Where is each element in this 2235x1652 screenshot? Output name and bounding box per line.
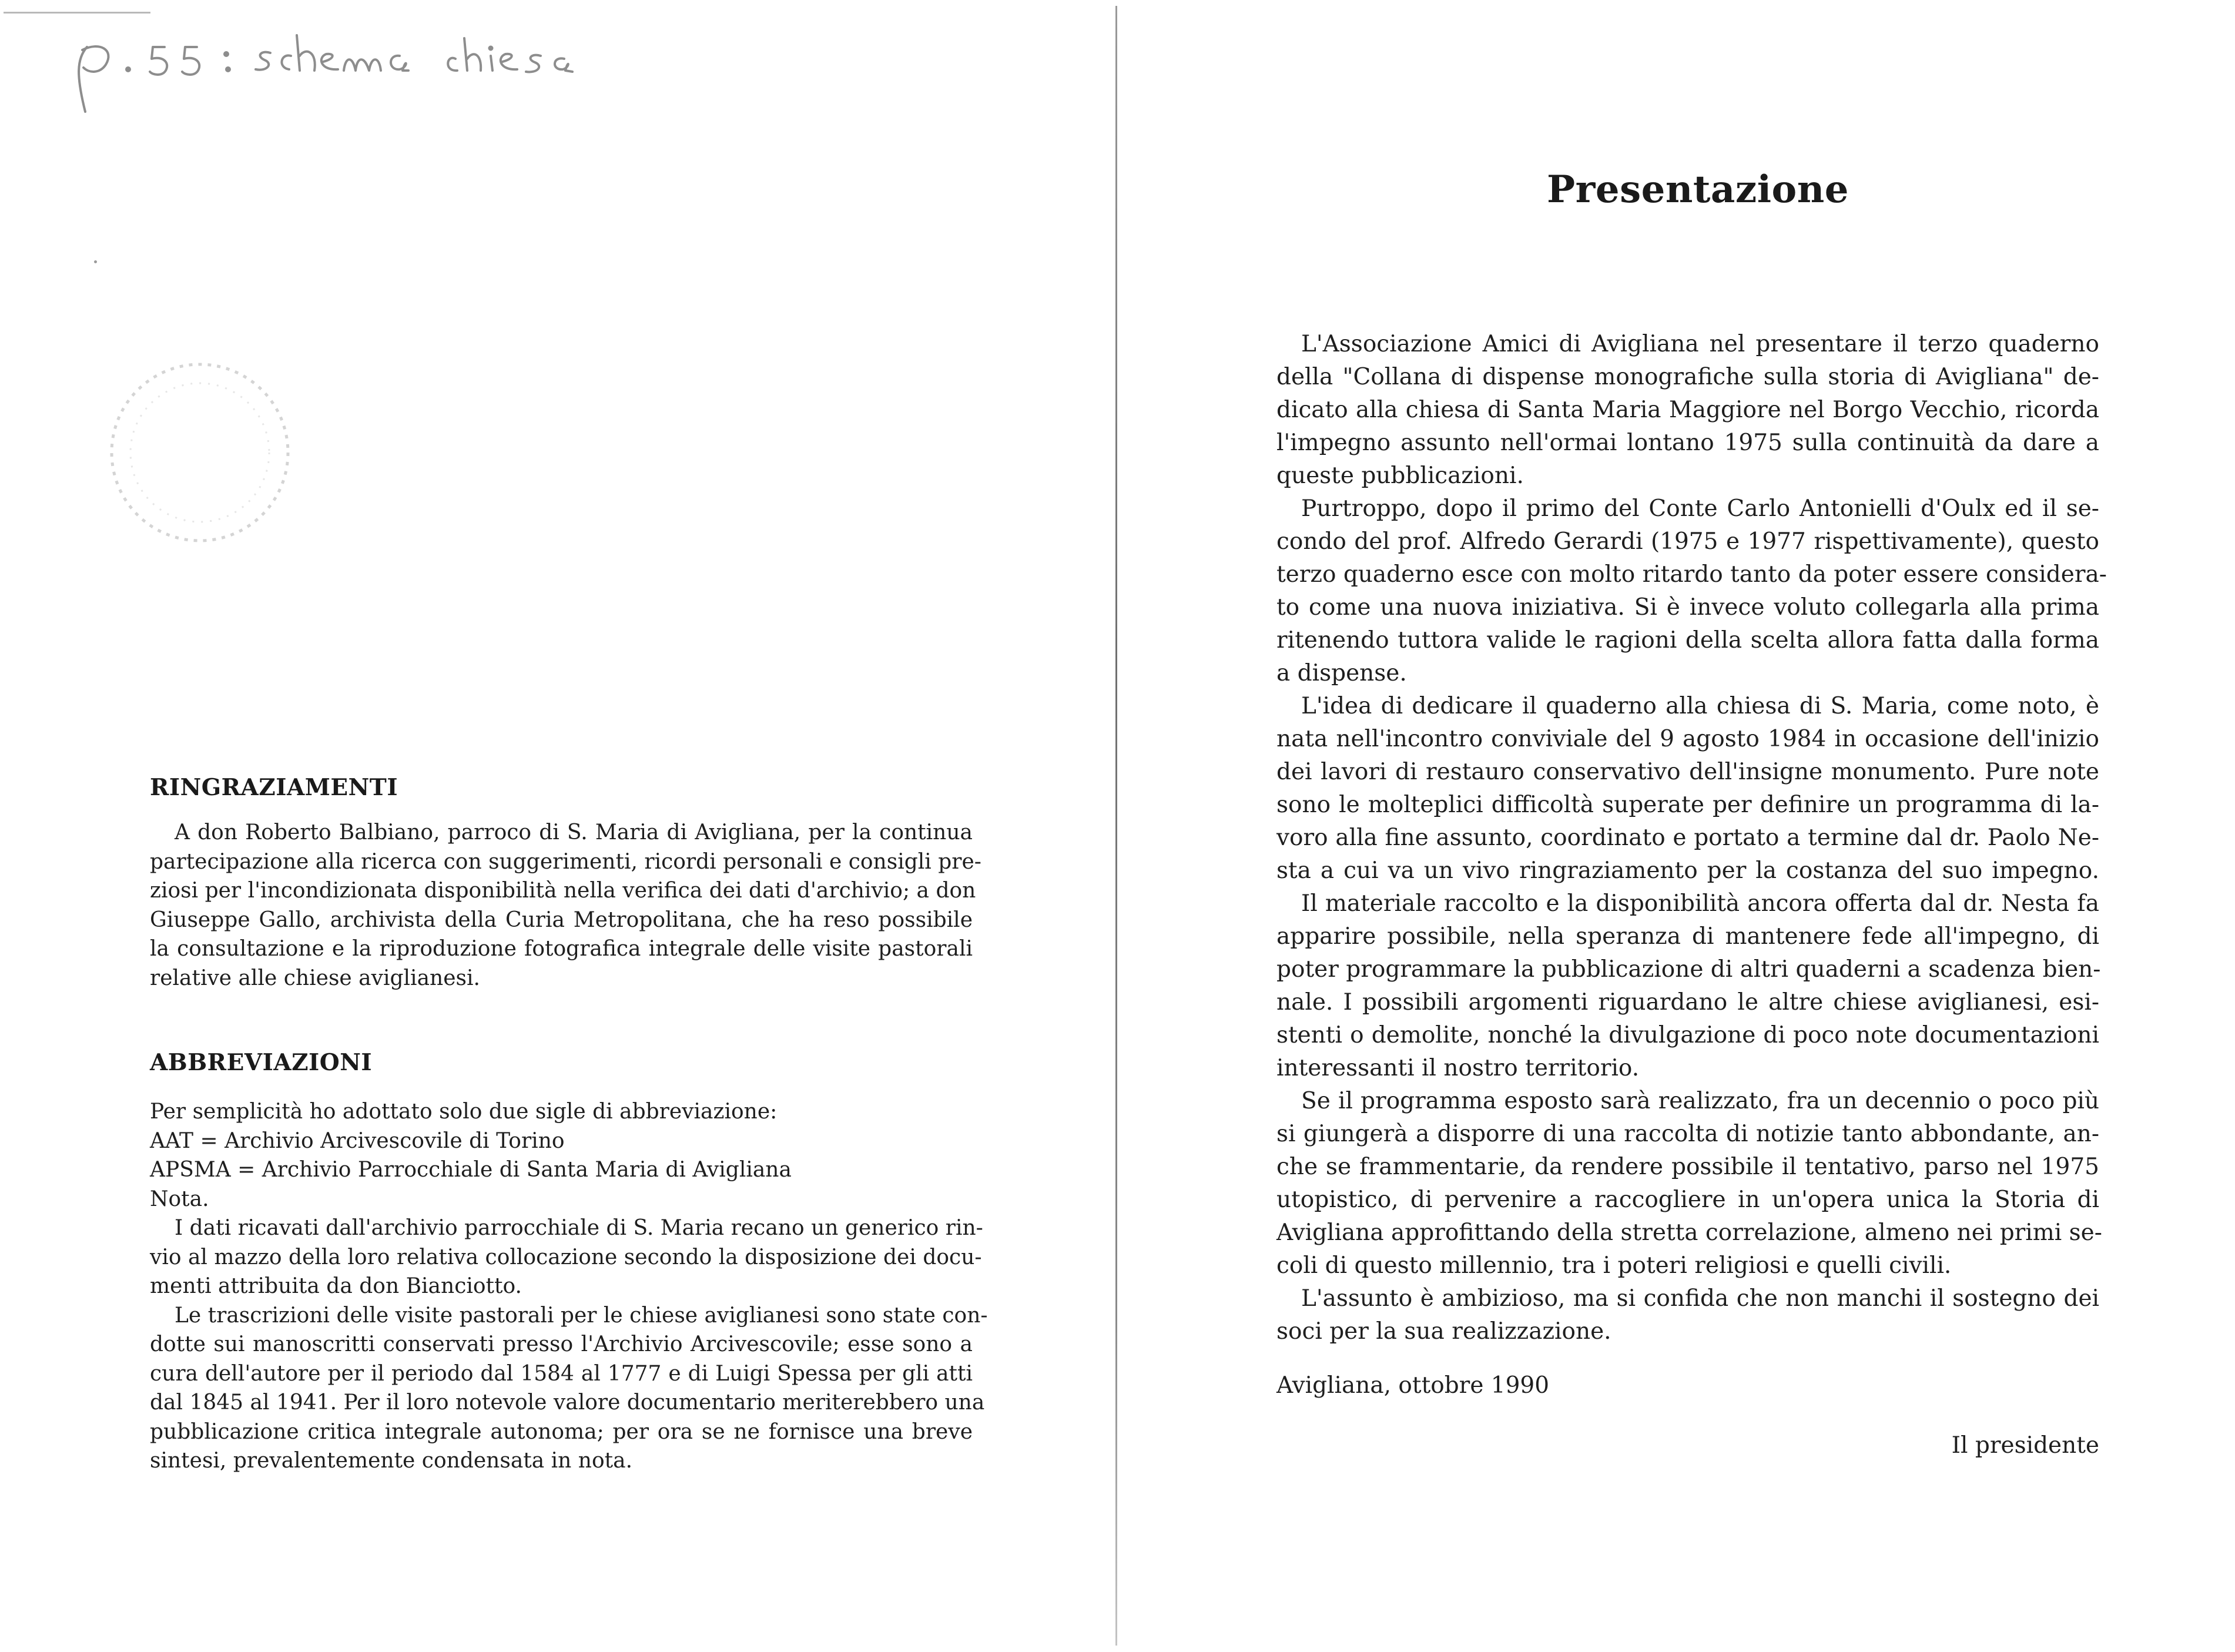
text-line: nata nell'incontro conviviale del 9 agosto 1984 in occasione dell'inizio <box>1276 726 2099 752</box>
text-line: si giungerà a disporre di una raccolta di notizie tanto abbondante, an- <box>1276 1121 2099 1147</box>
text-line: pubblicazione critica integrale autonoma; per ora se ne fornisce una breve <box>150 1419 973 1444</box>
abbreviation-aat: AAT = Archivio Arcivescovile di Torino <box>150 1128 565 1153</box>
note-label: Nota. <box>150 1187 209 1211</box>
text-line: cura dell'autore per il periodo dal 1584 al 1777 e di Luigi Spessa per gli atti <box>150 1361 973 1386</box>
text-line: voro alla fine assunto, coordinato e portato a termine dal dr. Paolo Ne- <box>1276 825 2099 851</box>
text-line: Le trascrizioni delle visite pastorali per le chiese aviglianesi sono state con- <box>175 1303 988 1328</box>
text-line: Avigliana approfittando della stretta correlazione, almeno nei primi se- <box>1276 1219 2102 1246</box>
text-line: stenti o demolite, nonché la divulgazione di poco note documentazioni <box>1276 1022 2099 1048</box>
text-line: partecipazione alla ricerca con suggerimenti, ricordi personali e consigli pre- <box>150 849 981 874</box>
text-line: terzo quaderno esce con molto ritardo tanto da poter essere considera- <box>1276 561 2107 588</box>
text-line: Per semplicità ho adottato solo due sigle di abbreviazione: <box>150 1100 778 1124</box>
ringraziamenti-text <box>150 818 981 993</box>
handwritten-note <box>59 24 576 118</box>
text-line: L'Associazione Amici di Avigliana nel presentare il terzo quaderno <box>1301 331 2099 357</box>
text-line: sono le molteplici difficoltà superate per definire un programma di la- <box>1276 792 2099 818</box>
faint-stamp <box>94 344 317 555</box>
text-line: sintesi, prevalentemente condensata in nota. <box>150 1449 633 1473</box>
text-line: sta a cui va un vivo ringraziamento per la costanza del suo impegno. <box>1276 857 2099 884</box>
text-line: apparire possibile, nella speranza di mantenere fede all'impegno, di <box>1276 923 2099 950</box>
text-line: coli di questo millennio, tra i poteri religiosi e quelli civili. <box>1276 1252 1952 1279</box>
text-line: L'assunto è ambizioso, ma si confida che non manchi il sostegno dei <box>1301 1285 2099 1312</box>
text-line: dal 1845 al 1941. Per il loro notevole valore documentario meriterebbero una <box>150 1390 985 1415</box>
text-line: Il materiale raccolto e la disponibilità ancora offerta dal dr. Nesta fa <box>1301 890 2099 917</box>
text-line: relative alle chiese aviglianesi. <box>150 966 480 990</box>
text-line: to come una nuova iniziativa. Si è invece voluto collegarla alla prima <box>1276 594 2099 621</box>
text-line: poter programmare la pubblicazione di altri quaderni a scadenza bien- <box>1276 956 2101 983</box>
top-rule <box>4 12 150 14</box>
text-line: l'impegno assunto nell'ormai lontano 1975 sulla continuità da dare a <box>1276 430 2099 456</box>
text-line: L'idea di dedicare il quaderno alla chiesa di S. Maria, come noto, è <box>1301 693 2099 719</box>
text-line: dicato alla chiesa di Santa Maria Maggiore nel Borgo Vecchio, ricorda <box>1276 397 2099 423</box>
ringraziamenti-heading: RINGRAZIAMENTI <box>150 774 398 801</box>
abbreviation-apsma: APSMA = Archivio Parrocchiale di Santa Maria di Avigliana <box>150 1158 792 1182</box>
text-line: ritenendo tuttora valide le ragioni della scelta allora fatta dalla forma <box>1276 627 2099 654</box>
text-line: dotte sui manoscritti conservati presso l'Archivio Arcivescovile; esse sono a <box>150 1332 973 1356</box>
text-line: A don Roberto Balbiano, parroco di S. Maria di Avigliana, per la continua <box>175 820 973 845</box>
text-line: menti attribuita da don Bianciotto. <box>150 1274 522 1298</box>
presentazione-text <box>1276 328 2107 1348</box>
signature: Il presidente <box>1951 1432 2099 1459</box>
text-line: la consultazione e la riproduzione fotografica integrale delle visite pastorali <box>150 937 973 961</box>
abbreviazioni-text <box>150 1097 988 1476</box>
text-line: della "Collana di dispense monografiche sulla storia di Avigliana" de- <box>1276 364 2099 390</box>
text-line: Se il programma esposto sarà realizzato, fra un decennio o poco più <box>1301 1088 2099 1114</box>
place-date: Avigliana, ottobre 1990 <box>1276 1372 1550 1399</box>
text-line: che se frammentarie, da rendere possibile il tentativo, parso nel 1975 <box>1276 1154 2099 1180</box>
text-line: Giuseppe Gallo, archivista della Curia Metropolitana, che ha reso possibile <box>150 907 973 932</box>
text-line: queste pubblicazioni. <box>1276 463 1524 489</box>
stray-dot <box>94 260 97 263</box>
text-line: soci per la sua realizzazione. <box>1276 1318 1611 1345</box>
text-line: vio al mazzo della loro relativa collocazione secondo la disposizione dei docu- <box>150 1245 982 1269</box>
text-line: condo del prof. Alfredo Gerardi (1975 e 1977 rispettivamente), questo <box>1276 528 2099 555</box>
text-line: nale. I possibili argomenti riguardano le altre chiese aviglianesi, esi- <box>1276 989 2099 1016</box>
abbreviazioni-heading: ABBREVIAZIONI <box>150 1049 373 1076</box>
text-line: Purtroppo, dopo il primo del Conte Carlo Antonielli d'Oulx ed il se- <box>1301 495 2099 522</box>
text-line: utopistico, di pervenire a raccogliere in un'opera unica la Storia di <box>1276 1187 2099 1213</box>
page-title: Presentazione <box>1547 167 1849 212</box>
text-line: dei lavori di restauro conservativo dell'insigne monumento. Pure note <box>1276 759 2099 785</box>
text-line: interessanti il nostro territorio. <box>1276 1055 1640 1081</box>
text-line: I dati ricavati dall'archivio parrocchiale di S. Maria recano un generico rin- <box>175 1216 983 1240</box>
text-line: ziosi per l'incondizionata disponibilità nella verifica dei dati d'archivio; a don <box>150 879 976 903</box>
page-gutter <box>1115 6 1117 1646</box>
text-line: a dispense. <box>1276 660 1407 686</box>
